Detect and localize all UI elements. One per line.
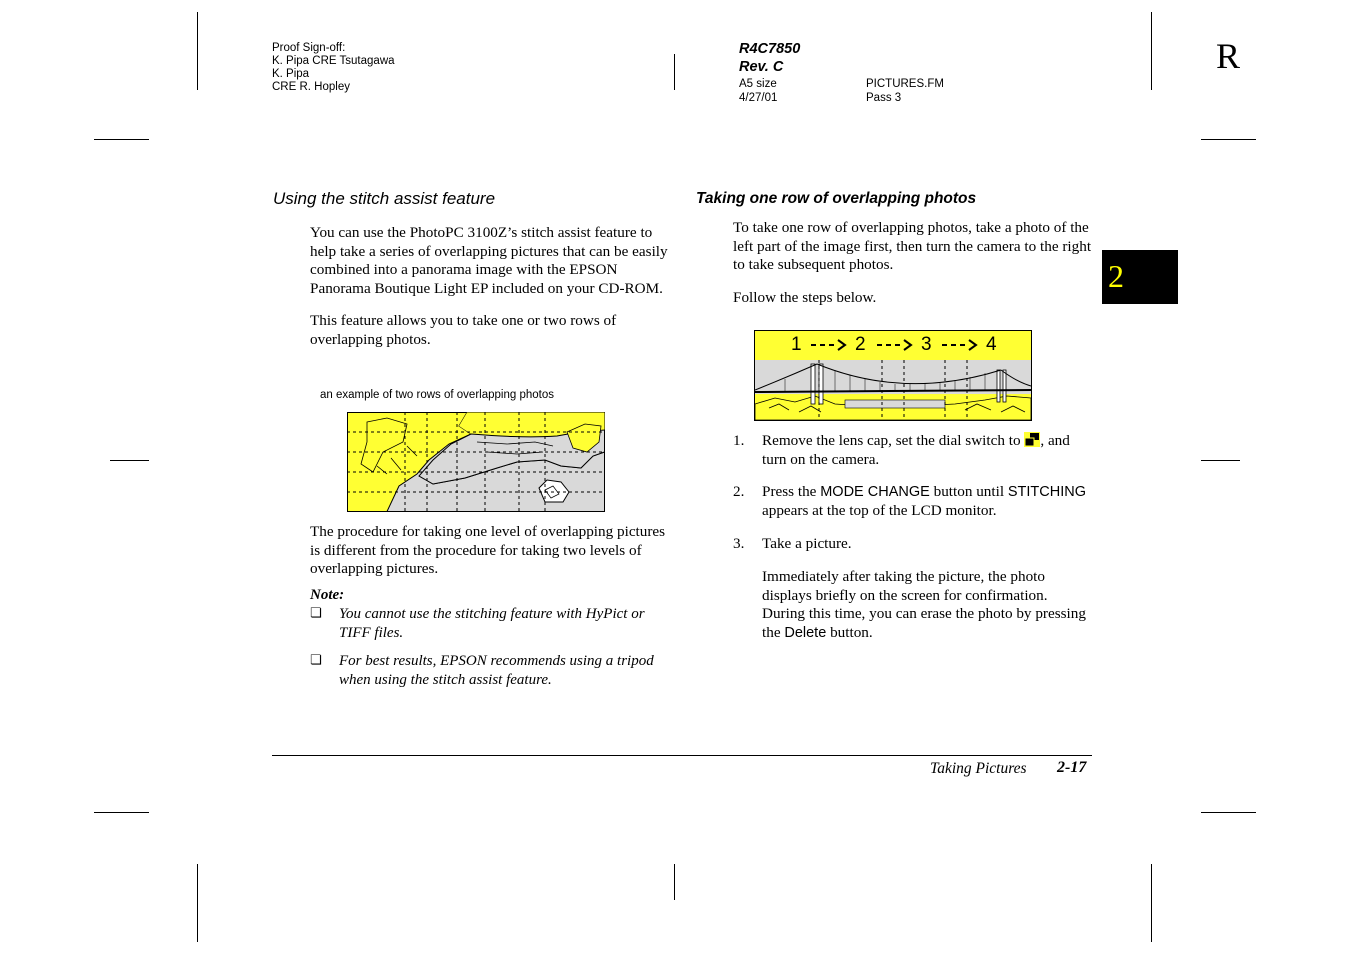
sequence-step: 3 <box>921 334 932 355</box>
crop-mark <box>1151 12 1152 90</box>
chapter-tab <box>1102 250 1178 304</box>
step-3 <box>733 535 1093 554</box>
step-text: Remove the lens cap, set the dial switch to <box>762 432 1025 449</box>
step-text: , and turn on the camera. <box>762 432 1070 468</box>
note-text: You cannot use the stitching feature with HyPict or TIFF files. <box>339 606 645 641</box>
paragraph: You can use the PhotoPC 3100Z’s stitch assist feature to help take a series of overlapping pictures that can be easily combined into a panorama image with the EPSON Panorama Boutique Light EP included on your CD-ROM. <box>310 224 668 297</box>
dashed-arrow-icon <box>755 331 1031 359</box>
sequence-step: 4 <box>986 334 997 355</box>
right-intro <box>733 219 1093 307</box>
proof-signoff <box>272 42 395 94</box>
ui-term: MODE CHANGE <box>820 484 930 500</box>
crop-mark <box>110 460 149 461</box>
step-number: 2. <box>733 483 745 500</box>
footer-rule <box>272 755 1092 756</box>
section-heading: Using the stitch assist feature <box>273 189 496 208</box>
doc-revision: Rev. C <box>739 59 784 75</box>
crop-mark <box>94 812 149 813</box>
paragraph: This feature allows you to take one or two rows of overlapping photos. <box>310 312 617 348</box>
step-text: button. <box>826 623 873 641</box>
crop-mark <box>674 864 675 900</box>
file-name: PICTURES.FM <box>866 78 944 90</box>
doc-date: 4/27/01 <box>739 92 778 104</box>
step-number: 1. <box>733 432 745 449</box>
paragraph: The procedure for taking one level of overlapping pictures is different from the procedure for taking two levels of overlapping pictures. <box>310 523 666 578</box>
two-row-stitch-illustration <box>347 412 605 512</box>
crop-mark <box>1151 864 1152 942</box>
checkbox-bullet-icon: ❏ <box>310 653 322 668</box>
subsection-heading: Taking one row of overlapping photos <box>696 190 977 207</box>
left-body <box>310 224 668 350</box>
crop-mark <box>197 864 198 942</box>
step-3-detail <box>762 568 1090 642</box>
proof-line: CRE R. Hopley <box>272 81 350 93</box>
paragraph: To take one row of overlapping photos, take a photo of the left part of the image first, then turn the camera to the right to take subsequent photos. <box>733 219 1092 274</box>
step-number: 3. <box>733 535 745 552</box>
panorama-sequence-illustration <box>754 330 1032 421</box>
step-text: button until <box>929 483 1008 500</box>
doc-code: R4C7850 <box>739 41 801 57</box>
crop-mark <box>1201 139 1256 140</box>
proof-line: K. Pipa CRE Tsutagawa <box>272 55 395 67</box>
crop-mark <box>1201 460 1240 461</box>
ui-term: STITCHING <box>1007 484 1086 500</box>
step-2 <box>733 483 1095 520</box>
checkbox-bullet-icon: ❏ <box>310 606 322 621</box>
paragraph: Follow the steps below. <box>733 288 877 306</box>
proof-line: K. Pipa <box>272 68 310 80</box>
footer-section: Taking Pictures <box>930 760 1027 777</box>
sequence-bar <box>755 331 1031 359</box>
step-text: Immediately after taking the picture, the photo displays briefly on the screen for confirmation. During this time, you can erase the photo by pressing the <box>762 568 1086 641</box>
chapter-number: 2 <box>1108 258 1124 294</box>
note-text: For best results, EPSON recommends using a tripod when using the stitch assist feature. <box>339 653 654 688</box>
note-label: Note: <box>310 587 345 603</box>
sequence-step: 1 <box>791 334 802 355</box>
page-number: 2-17 <box>1057 759 1087 776</box>
sequence-step: 2 <box>855 334 866 355</box>
ui-term: Delete <box>784 624 827 641</box>
note-item <box>310 652 670 689</box>
crop-mark <box>94 139 149 140</box>
paper-size: A5 size <box>739 78 777 90</box>
step-text: Press the <box>762 483 821 500</box>
stitch-mode-icon <box>1024 432 1040 447</box>
pass-number: Pass 3 <box>866 92 902 104</box>
step-text: Take a picture. <box>762 535 852 552</box>
figure-caption: an example of two rows of overlapping photos <box>320 389 554 401</box>
crop-mark <box>674 54 675 90</box>
bridge-photo <box>755 360 1031 420</box>
step-text: appears at the top of the LCD monitor. <box>762 501 997 519</box>
crop-mark <box>197 12 198 90</box>
step-1 <box>733 432 1093 469</box>
proof-line: Proof Sign-off: <box>272 42 346 54</box>
note-item <box>310 605 670 642</box>
corner-letter: R <box>1216 36 1241 76</box>
crop-mark <box>1201 812 1256 813</box>
